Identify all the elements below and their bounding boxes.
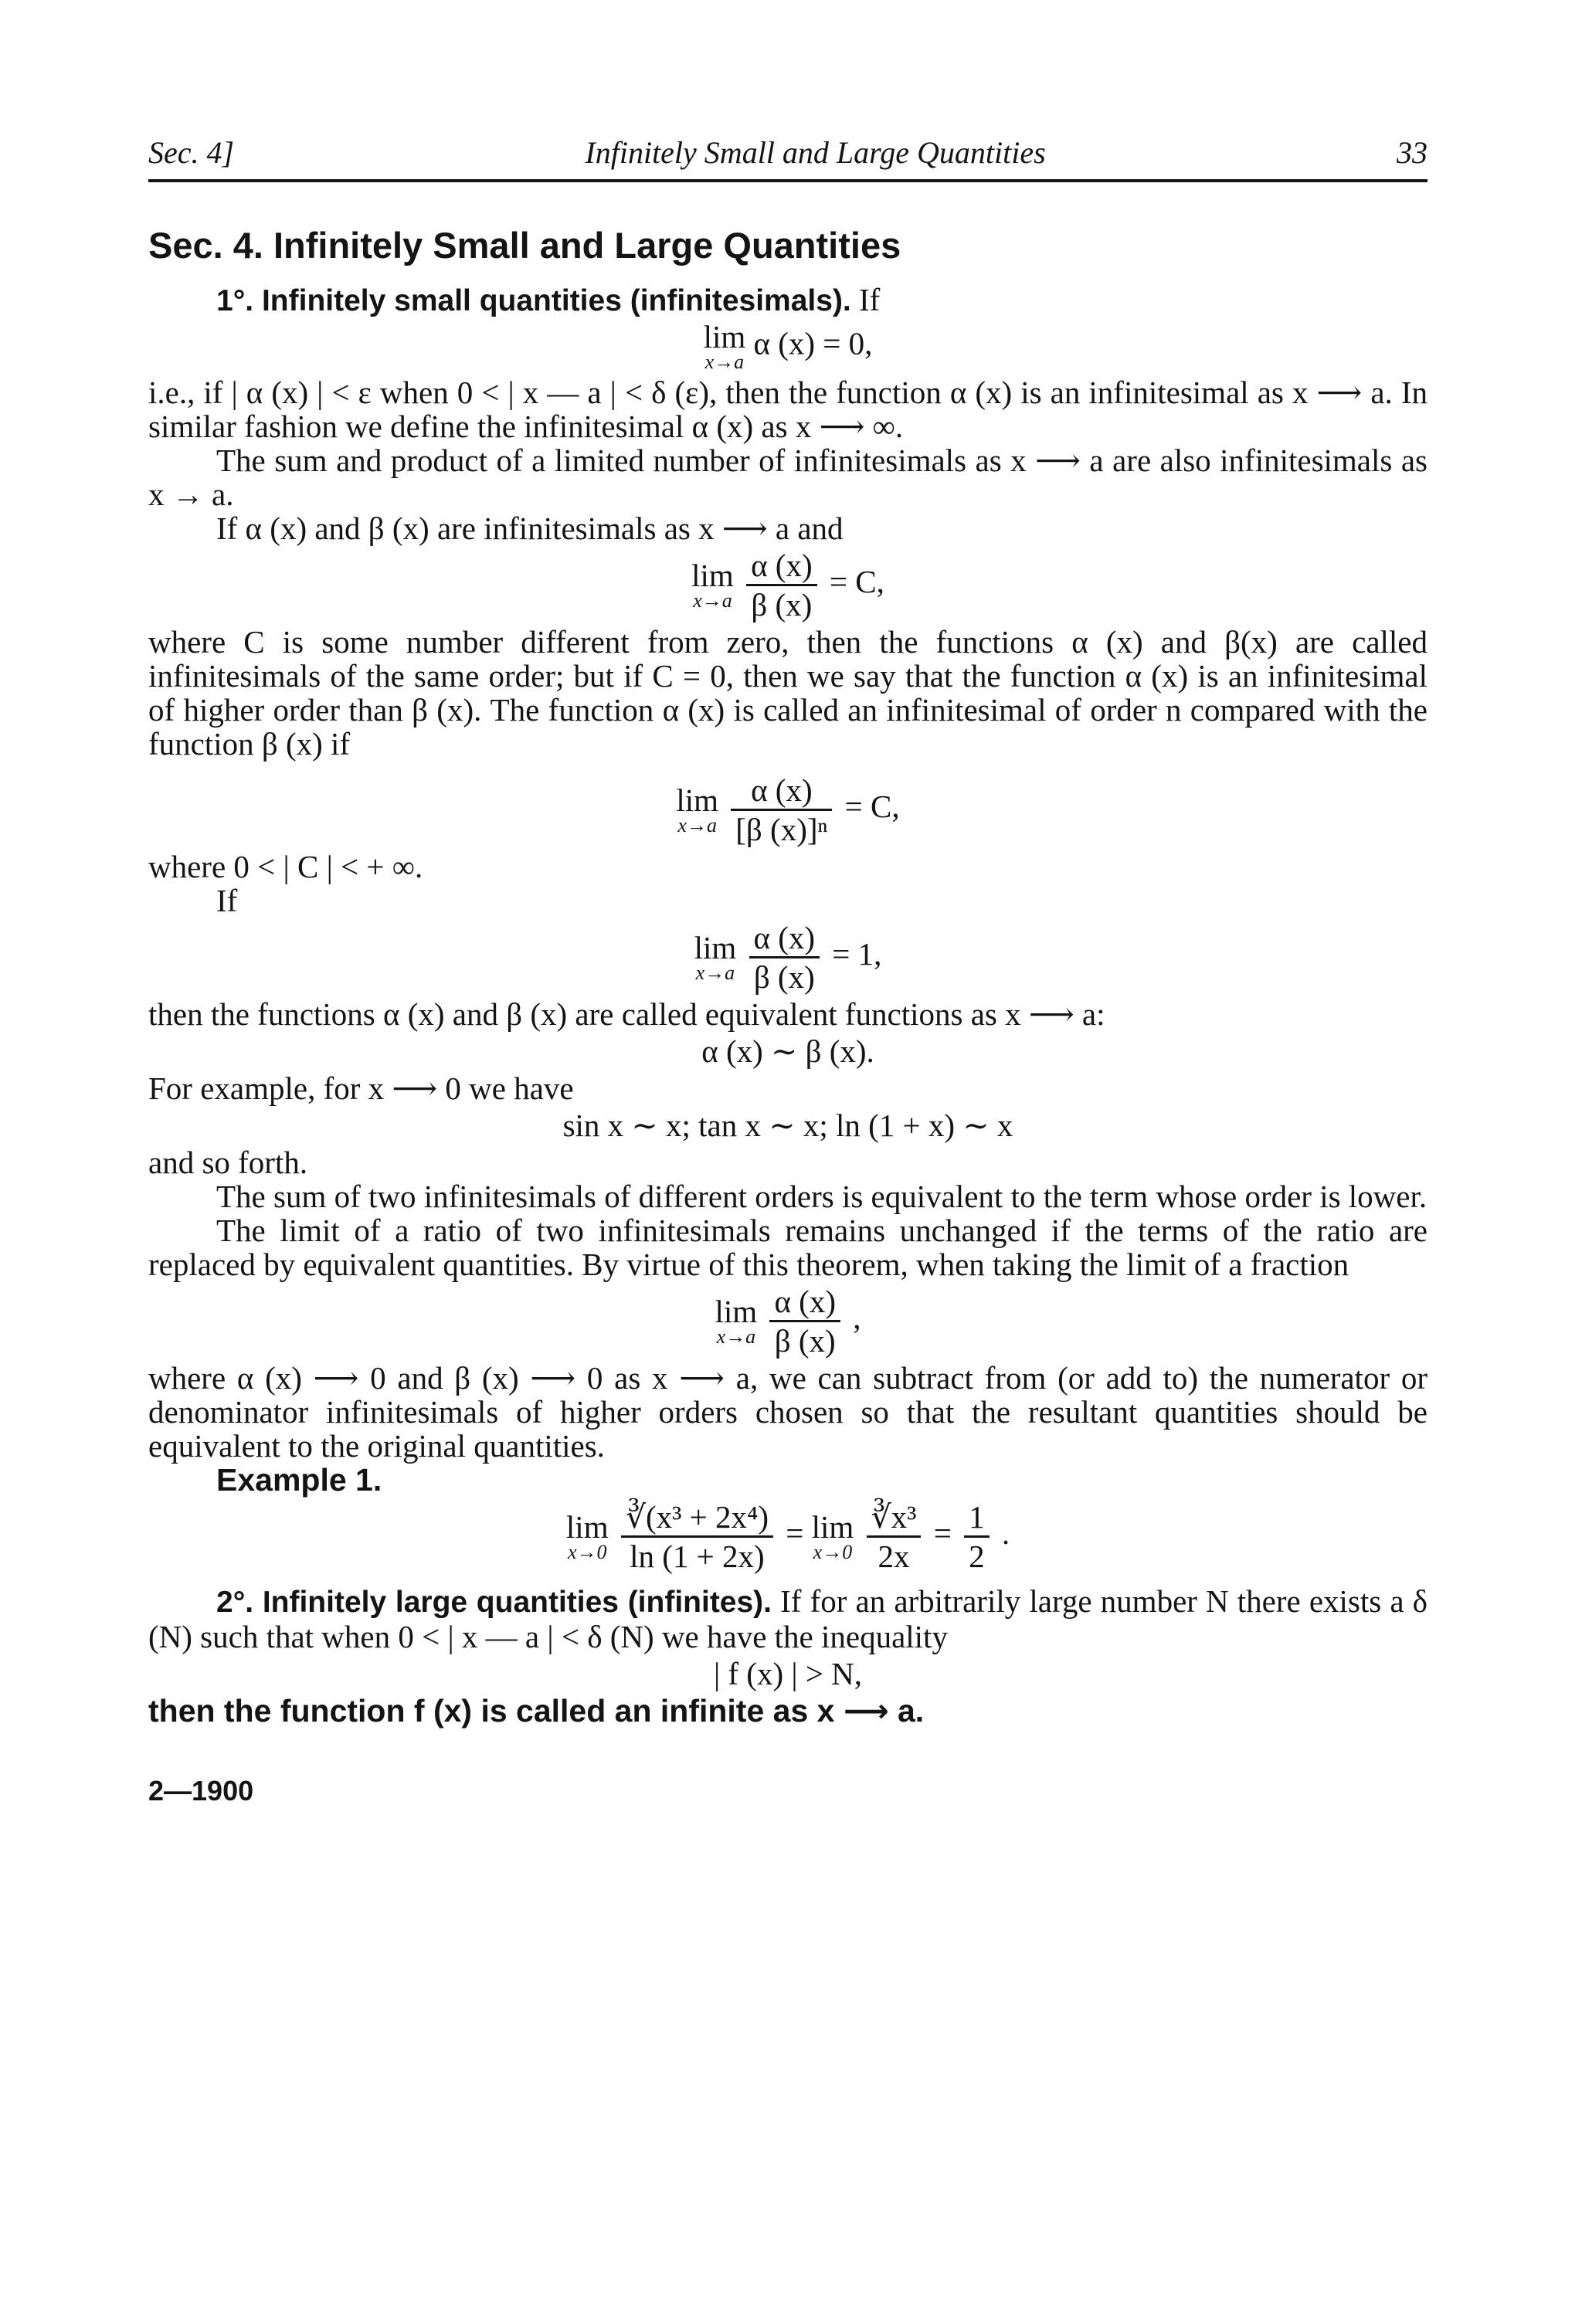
formula-7-rhs: ,: [853, 1299, 861, 1335]
section-title: Sec. 4. Infinitely Small and Large Quantities: [148, 225, 901, 266]
equals-sign: =: [933, 1515, 952, 1551]
lim-label: lim: [691, 557, 734, 593]
formula-4-fraction: [749, 921, 820, 994]
denominator: 2x: [878, 1539, 910, 1574]
denominator: β (x): [751, 587, 813, 623]
paragraph-14: then the function f (x) is called an infinite as x ⟶ a.: [148, 1693, 925, 1729]
lim-label: lim: [676, 782, 719, 818]
denominator: [β (x)]ⁿ: [735, 812, 828, 847]
lim-subscript: x→a: [693, 589, 732, 612]
denominator: 2: [969, 1539, 985, 1574]
paragraph-7: then the functions α (x) and β (x) are called equivalent functions as x ⟶ a:: [148, 996, 1105, 1032]
subsection-2-paragraph: [148, 1584, 1428, 1654]
formula-8-fraction-3: [964, 1500, 990, 1573]
lim-subscript: x→0: [813, 1540, 853, 1563]
paragraph-12: where α (x) ⟶ 0 and β (x) ⟶ 0 as x ⟶ a, we can subtract from (or add to) the numerator or denominator infinitesimals of higher orders chosen so that the resultant quantities should be equivalent to the original quantities.: [148, 1360, 1428, 1464]
lim-label: lim: [694, 929, 737, 965]
subsection-2-title: 2°. Infinitely large quantities (infinites).: [216, 1586, 772, 1619]
formula-1: [148, 321, 1428, 372]
subsection-1-heading: [148, 283, 1428, 318]
header-page-number: 33: [1396, 135, 1428, 170]
formula-1-lim: [704, 321, 746, 372]
formula-3-rhs: = C,: [844, 788, 900, 824]
subsection-1-if: If: [859, 282, 881, 317]
paragraph-11: The limit of a ratio of two infinitesimals remains unchanged if the terms of the ratio are replaced by equivalent quantities. By virtue of this theorem, when taking the limit of a fraction: [148, 1213, 1428, 1282]
paragraph-6: If: [216, 883, 238, 918]
header-title: Infinitely Small and Large Quantities: [585, 135, 1046, 170]
example-label: Example 1.: [216, 1462, 382, 1498]
formula-4-rhs: = 1,: [832, 935, 882, 972]
formula-8-lim-1: [565, 1508, 609, 1563]
formula-7: [148, 1284, 1428, 1358]
paragraph-2: The sum and product of a limited number of infinitesimals as x ⟶ a are also infinitesimals as x → a.: [148, 443, 1428, 512]
subsection-1-title: 1°. Infinitely small quantities (infinitesimals).: [216, 284, 851, 317]
numerator: ∛x³: [867, 1500, 922, 1538]
paragraph-1: i.e., if | α (x) | < ε when 0 < | x — a | < δ (ε), then the function α (x) is an infinitesimal as x ⟶ a. In similar fashion we define the infinitesimal α (x) as x ⟶ ∞.: [148, 375, 1428, 444]
running-header: [148, 136, 1428, 182]
equals-sign: =: [786, 1515, 804, 1551]
formula-8-lim-2: [811, 1508, 854, 1563]
footer-signature: 2—1900: [148, 1775, 254, 1807]
formula-2: [148, 548, 1428, 622]
formula-2-fraction: [746, 548, 817, 622]
formula-9: | f (x) | > N,: [713, 1656, 863, 1691]
numerator: α (x): [769, 1284, 840, 1322]
numerator: α (x): [731, 773, 832, 811]
lim-label: lim: [811, 1508, 854, 1545]
formula-3: [148, 773, 1428, 846]
paragraph-3: If α (x) and β (x) are infinitesimals as x ⟶ a and: [216, 511, 844, 546]
numerator: α (x): [746, 548, 817, 586]
formula-3-lim: [676, 782, 719, 836]
formula-2-rhs: = C,: [829, 563, 884, 599]
paragraph-9: and so forth.: [148, 1145, 308, 1180]
example-1-label: [148, 1463, 1428, 1497]
paragraph-8: For example, for x ⟶ 0 we have: [148, 1070, 574, 1106]
numerator: α (x): [749, 921, 820, 958]
numerator: ∛(x³ + 2x⁴): [621, 1500, 773, 1538]
lim-subscript: x→0: [567, 1540, 607, 1563]
denominator: β (x): [753, 959, 815, 995]
paragraph-5: where 0 < | C | < + ∞.: [148, 849, 423, 884]
formula-5: α (x) ∼ β (x).: [701, 1033, 874, 1069]
formula-4-lim: [694, 929, 737, 984]
lim-subscript: x→a: [704, 351, 745, 373]
lim-label: lim: [715, 1293, 758, 1329]
formula-3-fraction: [731, 773, 832, 846]
formula-4: [148, 921, 1428, 994]
formula-1-expr: α (x) = 0,: [753, 325, 873, 361]
paragraph-4: where C is some number different from zero, then the functions α (x) and β(x) are called infinitesimals of the same order; but if C = 0, then we say that the function α (x) is an infinitesimal of higher order than β (x). The function α (x) is called an infinitesimal of order n compared with the function β (x) if: [148, 624, 1428, 762]
lim-subscript: x→a: [716, 1325, 756, 1348]
lim-label: lim: [565, 1508, 609, 1545]
formula-7-fraction: [769, 1284, 840, 1358]
formula-8-fraction-1: [621, 1500, 773, 1573]
formula-7-lim: [715, 1293, 758, 1348]
lim-subscript: x→a: [695, 961, 735, 984]
formula-6: sin x ∼ x; tan x ∼ x; ln (1 + x) ∼ x: [562, 1108, 1013, 1143]
denominator: ln (1 + 2x): [630, 1539, 765, 1574]
formula-8-fraction-2: [867, 1500, 922, 1573]
formula-8: [148, 1500, 1428, 1573]
formula-8-period: .: [1001, 1515, 1010, 1551]
paragraph-10: The sum of two infinitesimals of different orders is equivalent to the term whose order is lower.: [216, 1179, 1428, 1214]
denominator: β (x): [774, 1323, 836, 1359]
formula-2-lim: [691, 557, 734, 612]
numerator: 1: [964, 1500, 990, 1538]
header-section: Sec. 4]: [148, 135, 235, 170]
paragraph-13: If for an arbitrarily large number N there exists a δ (N) such that when 0 < | x — a | < δ (N) we have the inequality: [148, 1583, 1428, 1654]
lim-subscript: x→a: [677, 813, 717, 836]
lim-label: lim: [703, 319, 746, 355]
